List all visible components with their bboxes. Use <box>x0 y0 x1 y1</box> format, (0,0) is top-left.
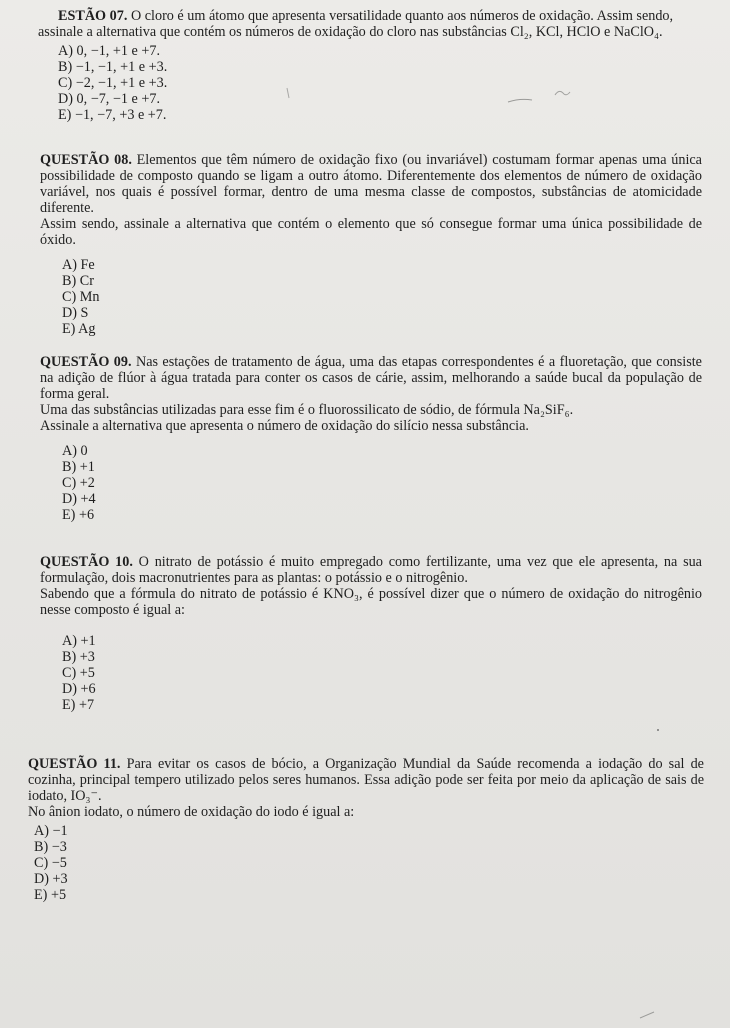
option-d: D) 0, −7, −1 e +7. <box>58 91 161 107</box>
option-d: D) S <box>62 305 89 321</box>
option-e: E) +5 <box>34 887 67 903</box>
pencil-stroke-icon <box>555 91 570 95</box>
question-8-prompt: Assim sendo, assinale a alternativa que contém o elemento que só consegue formar uma única possibilidade de óxido. <box>40 216 702 248</box>
option-b: B) −1, −1, +1 e +3. <box>58 59 168 75</box>
option-b: B) Cr <box>62 273 94 289</box>
option-c: C) −5 <box>34 855 67 871</box>
pencil-stroke-icon <box>508 99 532 102</box>
option-c: C) +2 <box>62 475 95 491</box>
question-11-heading: QUESTÃO 11. <box>28 756 121 772</box>
question-9-heading: QUESTÃO 09. <box>40 354 132 370</box>
question-9-formula-line: Uma das substâncias utilizadas para esse fim é o fluorossilicato de sódio, de fórmula Na₂SiF₆. <box>40 402 574 418</box>
question-11-prompt: No ânion iodato, o número de oxidação do iodo é igual a: <box>28 804 355 820</box>
option-b: B) +3 <box>62 649 95 665</box>
question-10-text: O nitrato de potássio é muito empregado como fertilizante, uma vez que ele apresenta, na sua formulação, dois macronutrientes para as plantas: o potássio e o nitrogênio. <box>40 554 702 586</box>
option-a: A) −1 <box>34 823 68 839</box>
option-a: A) 0, −1, +1 e +7. <box>58 43 161 59</box>
option-d: D) +3 <box>34 871 68 887</box>
question-10-heading: QUESTÃO 10. <box>40 554 133 570</box>
question-9-text: Nas estações de tratamento de água, uma das etapas correspondentes é a fluoretação, que consiste na adição de flúor à água tratada para conter os casos de cárie, assim, melhorando a saúde bucal da população de forma geral. <box>40 354 702 402</box>
question-7-line2: assinale a alternativa que contém os números de oxidação do cloro nas substâncias Cl₂, KCl, HClO e NaClO₄. <box>38 24 663 40</box>
question-9-prompt: Assinale a alternativa que apresenta o número de oxidação do silício nessa substância. <box>40 418 529 434</box>
option-e: E) +7 <box>62 697 95 713</box>
option-d: D) +6 <box>62 681 96 697</box>
pencil-stroke-icon <box>640 1012 654 1018</box>
option-c: C) Mn <box>62 289 100 305</box>
option-a: A) Fe <box>62 257 95 273</box>
question-11-text: Para evitar os casos de bócio, a Organização Mundial da Saúde recomenda a iodação do sal de cozinha, principal tempero utilizado pelos seres humanos. Essa adição pode ser feita por meio da aplicação de sais de iodato, IO₃⁻. <box>28 756 704 804</box>
question-8-heading: QUESTÃO 08. <box>40 152 132 168</box>
option-b: B) −3 <box>34 839 67 855</box>
pencil-stroke-icon <box>287 88 289 98</box>
dot-mark <box>657 729 659 731</box>
question-7-text: O cloro é um átomo que apresenta versatilidade quanto aos números de oxidação. Assim sendo, <box>127 8 674 24</box>
option-e: E) Ag <box>62 321 96 337</box>
option-c: C) +5 <box>62 665 95 681</box>
option-e: E) +6 <box>62 507 95 523</box>
option-b: B) +1 <box>62 459 95 475</box>
question-7-heading: ESTÃO 07. <box>58 8 128 24</box>
option-e: E) −1, −7, +3 e +7. <box>58 107 167 123</box>
question-8-text: Elementos que têm número de oxidação fixo (ou invariável) costumam formar apenas uma única possibilidade de composto quando se ligam a outro átomo. Diferentemente dos elementos de número de oxidação variável, nos quais é possível formar, dentro de uma mesma classe de compostos, substâncias de atomicidade diferente. <box>40 152 702 216</box>
option-d: D) +4 <box>62 491 96 507</box>
option-c: C) −2, −1, +1 e +3. <box>58 75 168 91</box>
option-a: A) +1 <box>62 633 96 649</box>
question-10-prompt: Sabendo que a fórmula do nitrato de potássio é KNO₃, é possível dizer que o número de oxidação do nitrogênio nesse composto é igual a: <box>40 586 702 618</box>
option-a: A) 0 <box>62 443 88 459</box>
